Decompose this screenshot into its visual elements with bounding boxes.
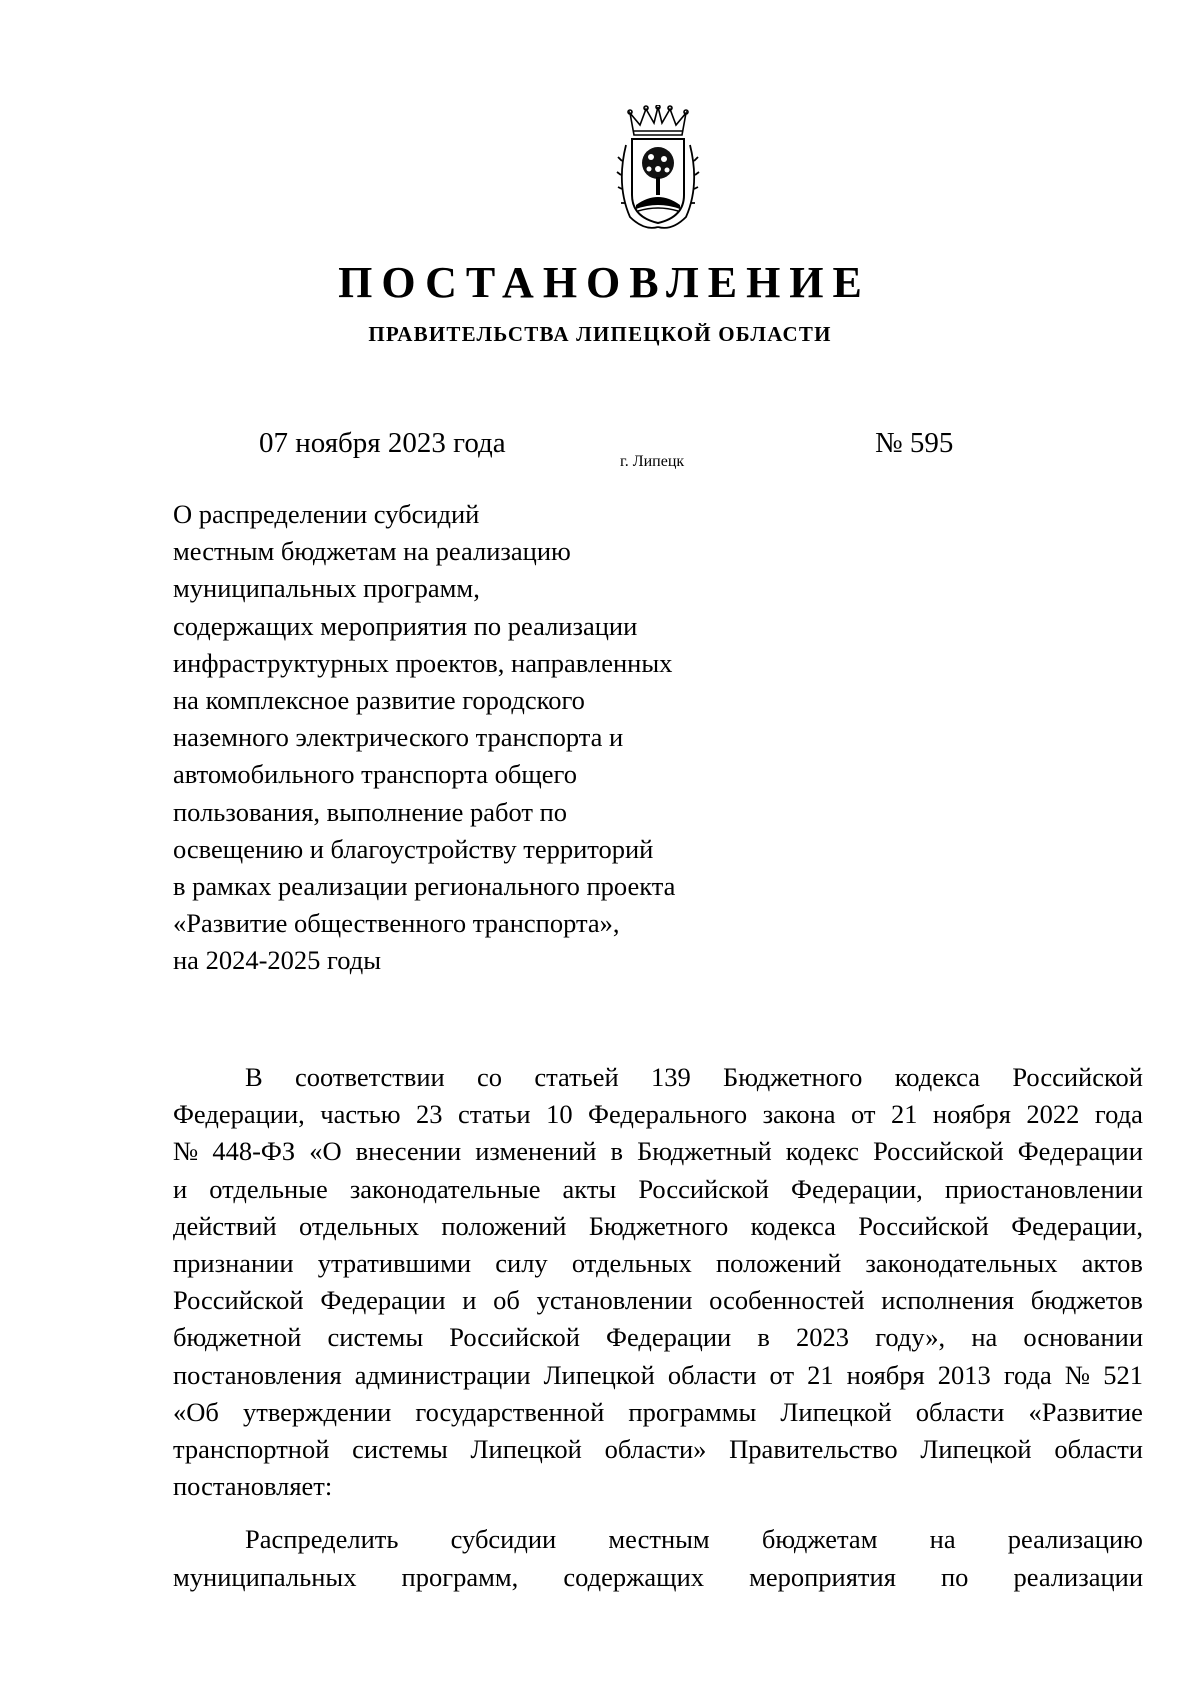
- word: бюджетов: [1030, 1285, 1143, 1316]
- text-line: [173, 1208, 1143, 1245]
- word: акты: [562, 1173, 617, 1204]
- word: статьей: [534, 1062, 619, 1092]
- word: отдельных: [571, 1248, 692, 1279]
- word: В: [245, 1062, 263, 1092]
- word: 2013: [937, 1359, 991, 1390]
- word: Федерации: [320, 1285, 446, 1316]
- word: области: [667, 1359, 757, 1390]
- word: 139: [651, 1062, 691, 1092]
- word: на: [929, 1524, 956, 1555]
- document-number: № 595: [875, 427, 954, 459]
- word: году»,: [875, 1322, 946, 1353]
- word: кодекс: [785, 1136, 860, 1167]
- word: Федерации: [1017, 1136, 1143, 1167]
- word: Российской: [449, 1322, 580, 1353]
- word: Российской: [638, 1173, 769, 1204]
- paragraph-1: [173, 1059, 1143, 1505]
- word: 10: [546, 1099, 573, 1130]
- word: «О: [309, 1136, 342, 1167]
- word: «Об: [173, 1396, 219, 1427]
- word: кодекса: [750, 1210, 836, 1241]
- word: 21: [890, 1099, 918, 1130]
- word: 23: [416, 1099, 443, 1130]
- word: 2023: [796, 1322, 850, 1353]
- text-line: [173, 1245, 1143, 1282]
- text-line: [173, 1559, 1143, 1596]
- text-line: [173, 1521, 1143, 1558]
- text-line: [173, 1282, 1143, 1319]
- word: постановления: [173, 1359, 342, 1390]
- word: реализации: [1013, 1561, 1143, 1592]
- heading-line: местным бюджетам на реализацию: [173, 536, 571, 567]
- document-date: 07 ноября 2023 года: [259, 427, 506, 459]
- word: №: [1064, 1359, 1091, 1390]
- word: года: [1003, 1359, 1052, 1390]
- heading-line: О распределении субсидий: [173, 499, 480, 529]
- word: и: [173, 1173, 188, 1204]
- heading-line: наземного электрического транспорта и: [173, 722, 624, 753]
- word: Российской: [173, 1285, 304, 1316]
- heading-line: содержащих мероприятия по реализации: [173, 610, 638, 641]
- word: и: [462, 1285, 477, 1316]
- word: области: [915, 1396, 1005, 1427]
- text-line: [173, 1319, 1143, 1356]
- word: субсидии: [450, 1524, 557, 1555]
- heading-line: автомобильного транспорта общего: [173, 759, 577, 790]
- heading-line: в рамках реализации регионального проекта: [173, 871, 676, 902]
- word: Федерального: [588, 1099, 748, 1130]
- word: Бюджетного: [723, 1062, 863, 1092]
- word: законодательных: [865, 1248, 1058, 1279]
- word: постановляет:: [173, 1471, 333, 1502]
- word: основании: [1023, 1322, 1143, 1353]
- word: 21: [807, 1359, 834, 1390]
- text-line: [173, 1096, 1143, 1133]
- word: Российской: [873, 1136, 1004, 1167]
- heading-line: инфраструктурных проектов, направленных: [173, 647, 673, 678]
- word: законодательные: [349, 1173, 541, 1204]
- word: особенностей: [709, 1285, 865, 1316]
- word: Российской: [1012, 1062, 1143, 1092]
- word: силу: [495, 1248, 548, 1279]
- word: на: [971, 1322, 998, 1353]
- word: соответствии: [294, 1062, 445, 1092]
- word: утратившими: [317, 1248, 472, 1279]
- heading-line: освещению и благоустройству территорий: [173, 833, 654, 864]
- coat-of-arms-icon: [616, 105, 700, 237]
- text-line: [173, 1171, 1143, 1208]
- word: отдельные: [209, 1173, 328, 1204]
- word: администрации: [354, 1359, 531, 1390]
- word: утверждении: [242, 1396, 392, 1427]
- text-line: [173, 1133, 1143, 1170]
- word: 448-ФЗ: [212, 1136, 296, 1167]
- word: положений: [441, 1210, 567, 1241]
- word: Федерации,: [173, 1099, 305, 1130]
- document-heading: [173, 496, 733, 980]
- word: транспортной: [173, 1434, 330, 1465]
- word: актов: [1081, 1248, 1143, 1279]
- word: об: [493, 1285, 520, 1316]
- text-line: [173, 1394, 1143, 1431]
- word: Липецкой: [470, 1434, 582, 1465]
- word: области: [1054, 1434, 1143, 1465]
- word: мероприятия: [749, 1561, 896, 1592]
- word: системы: [352, 1434, 448, 1465]
- document-title: ПОСТАНОВЛЕНИЕ: [338, 258, 871, 307]
- document-city: г. Липецк: [620, 453, 685, 470]
- document-body: [173, 1059, 1143, 1596]
- word: реализацию: [1007, 1524, 1143, 1555]
- word: №: [173, 1136, 199, 1167]
- document-subtitle: ПРАВИТЕЛЬСТВА ЛИПЕЦКОЙ ОБЛАСТИ: [368, 322, 832, 346]
- word: отдельных: [299, 1210, 419, 1241]
- word: положений: [715, 1248, 842, 1279]
- word: Бюджетного: [588, 1210, 729, 1241]
- word: закона: [762, 1099, 836, 1130]
- word: Федерации: [606, 1322, 732, 1353]
- word: приостановлении: [944, 1173, 1143, 1204]
- word: действий: [173, 1210, 277, 1241]
- word: от: [850, 1099, 876, 1130]
- word: ноября: [932, 1099, 1011, 1130]
- word: Российской: [858, 1210, 989, 1241]
- word: 521: [1103, 1359, 1143, 1390]
- word: Липецкой: [920, 1434, 1032, 1465]
- word: Федерации,: [1011, 1210, 1143, 1241]
- heading-line: «Развитие общественного транспорта»,: [173, 908, 620, 939]
- word: государственной: [415, 1396, 605, 1427]
- text-line: [173, 1431, 1143, 1468]
- word: местным: [608, 1524, 710, 1555]
- word: «Развитие: [1028, 1396, 1143, 1427]
- word: ноября: [846, 1359, 925, 1390]
- text-line: [173, 1059, 1143, 1096]
- word: внесении: [355, 1136, 462, 1167]
- word: года: [1094, 1099, 1143, 1130]
- word: Липецкой: [543, 1359, 655, 1390]
- word: Правительство: [729, 1434, 898, 1465]
- heading-line: муниципальных программ,: [173, 573, 480, 604]
- word: бюджетам: [761, 1524, 878, 1555]
- word: Распределить: [245, 1524, 399, 1555]
- word: частью: [320, 1099, 401, 1130]
- word: области»: [604, 1434, 707, 1465]
- word: содержащих: [563, 1561, 705, 1592]
- heading-line: на 2024-2025 годы: [173, 945, 382, 976]
- word: признании: [173, 1248, 294, 1279]
- word: от: [769, 1359, 795, 1390]
- word: статьи: [458, 1099, 531, 1130]
- word: установлении: [536, 1285, 693, 1316]
- heading-line: на комплексное развитие городского: [173, 685, 585, 716]
- word: кодекса: [894, 1062, 981, 1092]
- word: исполнения: [881, 1285, 1015, 1316]
- paragraph-2: [173, 1521, 1143, 1595]
- word: Бюджетный: [637, 1136, 772, 1167]
- word: в: [610, 1136, 624, 1167]
- word: программ,: [401, 1561, 519, 1592]
- word: по: [940, 1561, 969, 1592]
- word: Федерации,: [791, 1173, 923, 1204]
- text-line: [173, 1468, 1143, 1505]
- word: 2022: [1026, 1099, 1080, 1130]
- word: программы: [628, 1396, 757, 1427]
- word: бюджетной: [173, 1322, 302, 1353]
- text-line: [173, 1357, 1143, 1394]
- heading-line: пользования, выполнение работ по: [173, 796, 568, 827]
- word: со: [477, 1062, 503, 1092]
- word: в: [757, 1322, 770, 1353]
- word: изменений: [475, 1136, 597, 1167]
- word: муниципальных: [173, 1561, 357, 1592]
- word: Липецкой: [780, 1396, 892, 1427]
- word: системы: [327, 1322, 424, 1353]
